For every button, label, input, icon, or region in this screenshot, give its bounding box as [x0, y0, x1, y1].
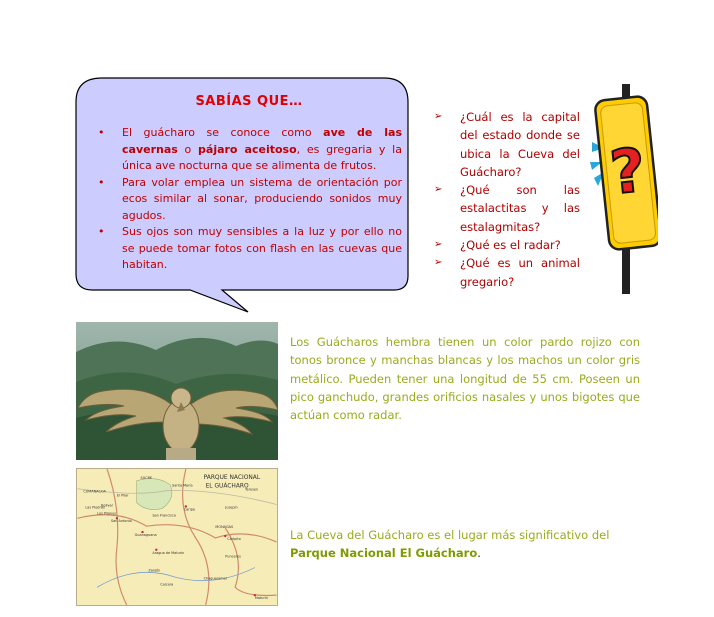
- park-paragraph: La Cueva del Guácharo es el lugar más significativo del Parque Nacional El Guácharo.: [290, 528, 610, 561]
- arrow-bullet-icon: ➢: [434, 257, 443, 269]
- svg-text:Caripe: Caripe: [183, 507, 196, 512]
- question-sign-icon: [588, 82, 658, 296]
- svg-text:CUMANACOA: CUMANACOA: [83, 489, 106, 494]
- park-name: Parque Nacional El Guácharo: [290, 546, 478, 561]
- svg-text:Las Piedras: Las Piedras: [85, 505, 105, 510]
- svg-text:Bolivar: Bolivar: [101, 503, 114, 508]
- arrow-bullet-icon: ➢: [434, 239, 443, 251]
- svg-text:Zanjón: Zanjón: [148, 568, 161, 573]
- svg-text:SUCRE: SUCRE: [140, 475, 153, 480]
- svg-text:San Antonio: San Antonio: [110, 519, 132, 524]
- question-item: ➢ ¿Qué es el radar?: [434, 236, 580, 254]
- park-map: [76, 468, 278, 606]
- svg-text:Chaguaramal: Chaguaramal: [203, 576, 227, 581]
- svg-text:Punceres: Punceres: [225, 554, 241, 559]
- arrow-bullet-icon: ➢: [434, 184, 443, 196]
- svg-text:San Francisco: San Francisco: [152, 513, 176, 518]
- svg-text:Caripito: Caripito: [227, 536, 241, 541]
- svg-text:Santa María: Santa María: [172, 483, 193, 488]
- svg-text:Aragua de Maturín: Aragua de Maturín: [152, 550, 185, 555]
- bubble-content: [96, 90, 402, 274]
- svg-text:Jusepín: Jusepín: [225, 505, 238, 510]
- arrow-bullet-icon: ➢: [434, 111, 443, 122]
- svg-text:MONAGAS: MONAGAS: [215, 525, 234, 530]
- question-item: ➢ ¿Qué es un animal gregario?: [434, 256, 580, 289]
- svg-text:Los Pilones: Los Pilones: [97, 511, 117, 516]
- svg-text:El Pilar: El Pilar: [116, 493, 129, 498]
- svg-text:Maturín: Maturín: [254, 596, 269, 601]
- question-item: ➢ ¿Cuál es la capital del estado donde se ubica la Cueva del Guácharo?: [434, 110, 580, 179]
- bullet-icon: •: [98, 175, 105, 189]
- description-paragraph: Los Guácharos hembra tienen un color pardo rojizo con tonos bronce y manchas blancas y los machos un color gris metálico. Pueden tener una longitud de 55 cm. Poseen un pico ganchudo, grandes orificios nasales y unos bigotes que actúan como radar.: [290, 335, 640, 423]
- svg-text:Teresen: Teresen: [245, 487, 259, 492]
- question-list: [434, 108, 580, 291]
- bubble-title: SABÍAS QUE…: [195, 94, 303, 109]
- guacharo-statue-photo: [76, 322, 278, 460]
- fact-item: • Para volar emplea un sistema de orientación por ecos similar al sonar, produciendo sonidos muy agudos.: [98, 175, 402, 222]
- fact-item: • Sus ojos son muy sensibles a la luz y por ello no se puede tomar fotos con flash en las cuevas que habitan.: [98, 225, 402, 271]
- svg-text:Guanaguana: Guanaguana: [134, 533, 157, 538]
- bullet-icon: •: [98, 126, 105, 139]
- svg-text:PARQUE NACIONAL: PARQUE NACIONAL: [203, 474, 261, 481]
- svg-text:Caicara: Caicara: [160, 582, 174, 587]
- bullet-icon: •: [98, 225, 105, 238]
- svg-text:EL GUÁCHARO: EL GUÁCHARO: [205, 483, 249, 490]
- question-mark: ?: [607, 135, 649, 209]
- fact-item: • El guácharo se conoce como ave de las cavernas o pájaro aceitoso, es gregaria y la única ave nocturna que se alimenta de frutos.: [98, 126, 402, 172]
- fact-list: [96, 125, 402, 274]
- question-item: ➢ ¿Qué son las estalactitas y las estalagmitas?: [434, 183, 580, 234]
